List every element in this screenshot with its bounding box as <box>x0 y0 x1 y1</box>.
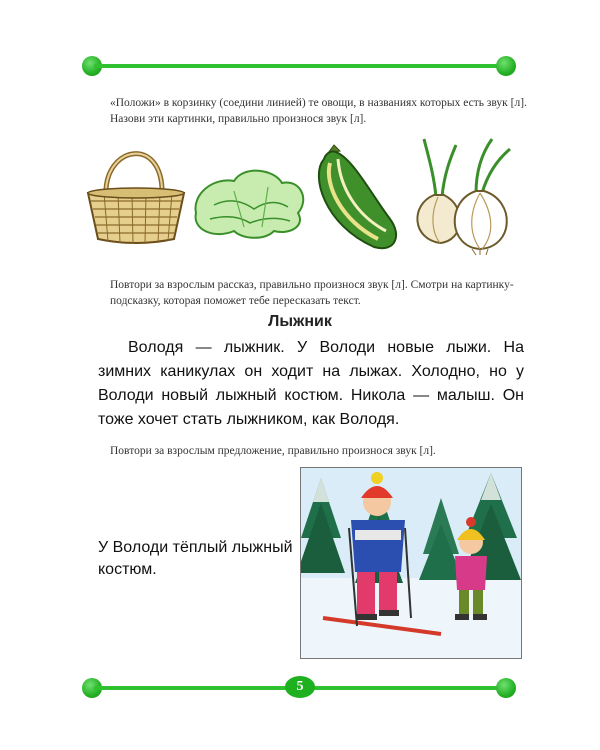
story-title: Лыжник <box>268 313 332 330</box>
instruction-repeat-sentence: Повтори за взрослым предложение, правильно произнося звук [л]. <box>110 445 436 457</box>
zucchini-icon[interactable] <box>319 145 396 248</box>
page-number: 5 <box>285 676 315 698</box>
divider-dot-right <box>496 56 516 76</box>
vegetable-pictures <box>84 135 524 255</box>
divider-dot-right <box>496 678 516 698</box>
instruction-basket-task: «Положи» в корзинку (соедини линией) те овощи, в названиях которых есть звук [л]. Назови эти картинки, правильно произнося звук [л]. <box>110 97 527 125</box>
practice-sentence: У Володи тёплый лыжный костюм. <box>98 539 293 578</box>
instruction-retell-story: Повтори за взрослым рассказ, правильно произнося звук [л]. Смотри на картинку-подсказку, которая поможет тебе пересказать текст. <box>110 279 514 307</box>
lettuce-icon[interactable] <box>195 171 303 238</box>
top-divider <box>86 62 512 70</box>
basket-icon[interactable] <box>88 154 184 244</box>
onion-icon[interactable] <box>417 139 510 255</box>
divider-bar <box>94 64 504 68</box>
skiers-illustration <box>300 467 522 659</box>
story-text: Володя — лыжник. У Володи новые лыжи. На зимних каникулах он ходит на лыжах. Холодно, но у Володи новый лыжный костюм. Никола — малыш. Он тоже хочет стать лыжником, как Володя. <box>98 339 524 428</box>
